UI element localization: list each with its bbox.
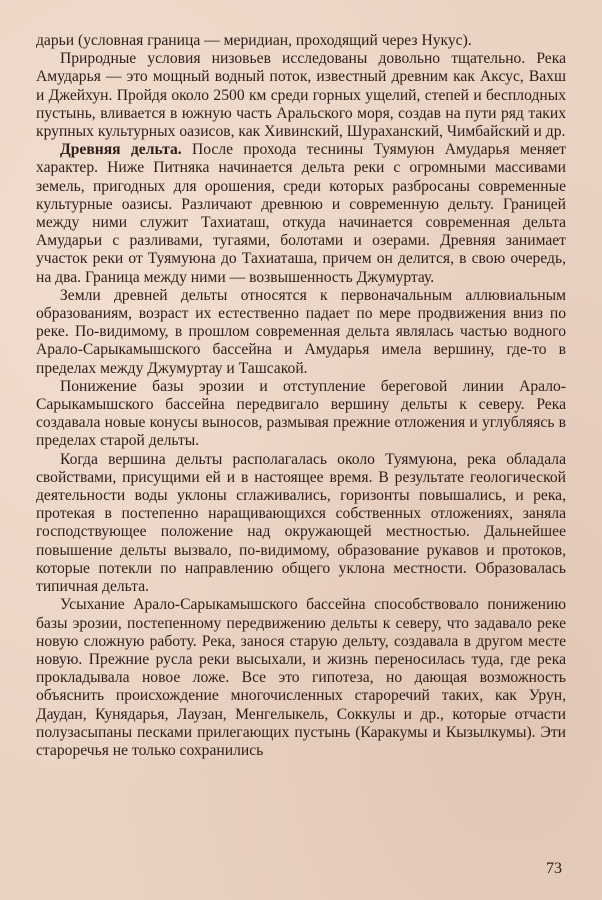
paragraph-ancient-delta-text: После прохода теснины Туямуюн Амударья меняет характер. Ниже Питняка начинается дельта реки с огромными массивами земель, пригодных для орошения, среди которых разбросаны современные культурные оазисы. Различают древнюю и современную дельту. Границей между ними служит Тахиаташ, откуда начинается современная дельта Амударьи с разливами, тугаями, болотами и озерами. Древняя занимает участок реки от Туямуюна до Тахиаташа, причем он делится, в свою очередь, на два. Граница между ними — возвышенность Джумуртау.: [36, 141, 566, 286]
paragraph-natural-conditions: Природные условия низовьев исследованы довольно тщательно. Река Амударья — это мощный водный поток, известный древним как Аксус, Вахш и Джейхун. Пройдя около 2500 км среди горных ущелий, степей и бесплодных пустынь, вливается в южную часть Аральского моря, создав на пути ряд таких крупных культурных оазисов, как Хивинский, Шураханский, Чимбайский и др.: [36, 50, 566, 141]
page-number: 73: [546, 859, 562, 877]
paragraph-ancient-delta: [36, 141, 566, 287]
section-heading: Древняя дельта.: [60, 141, 182, 159]
paragraph-erosion-base: Понижение базы эрозии и отступление береговой линии Арало-Сарыкамышского бассейна передвигало вершину дельты к северу. Река создавала новые конусы выносов, размывая прежние отложения и углубляясь в пределах старой дельты.: [36, 377, 566, 450]
paragraph-delta-lands: Земли древней дельты относятся к первоначальным аллювиальным образованиям, возраст их естественно падает по мере продвижения вниз по реке. По-видимому, в прошлом современная дельта являлась частью водного Арало-Сарыкамышского бассейна и Амударья имела вершину, где-то в пределах между Джумуртау и Ташсакой.: [36, 286, 566, 377]
paragraph-continuation: дарьи (условная граница — меридиан, проходящий через Нукус).: [36, 32, 472, 49]
paragraph-delta-apex: Когда вершина дельты располагалась около Туямуюна, река обладала свойствами, присущими ей и в настоящее время. В результате геологической деятельности воды уклоны сглаживались, горизонты повышались, и река, протекая в постепенно наращивающихся собственных отложениях, заняла господствующее положение над окружающей местностью. Дальнейшее повышение дельты вызвало, по-видимому, образование рукавов и протоков, которые потекли по направлению общего уклона местности. Образовалась типичная дельта.: [36, 450, 566, 596]
paragraph-basin-drying: Усыхание Арало-Сарыкамышского бассейна способствовало понижению базы эрозии, постепенному передвижению дельты к северу, что задавало реке новую сложную работу. Река, занося старую дельту, создавала в другом месте новую. Прежние русла реки высыхали, и жизнь переносилась туда, где река прокладывала новое ложе. Все это гипотеза, но дающая возможность объяснить происхождение многочисленных староречий таких, как Урун, Даудан, Кунядарья, Лаузан, Менгелыкель, Соккулы и др., которые отчасти полузасыпаны песками прилегающих пустынь (Каракумы и Кызылкумы). Эти староречья не только сохранились: [36, 596, 566, 759]
